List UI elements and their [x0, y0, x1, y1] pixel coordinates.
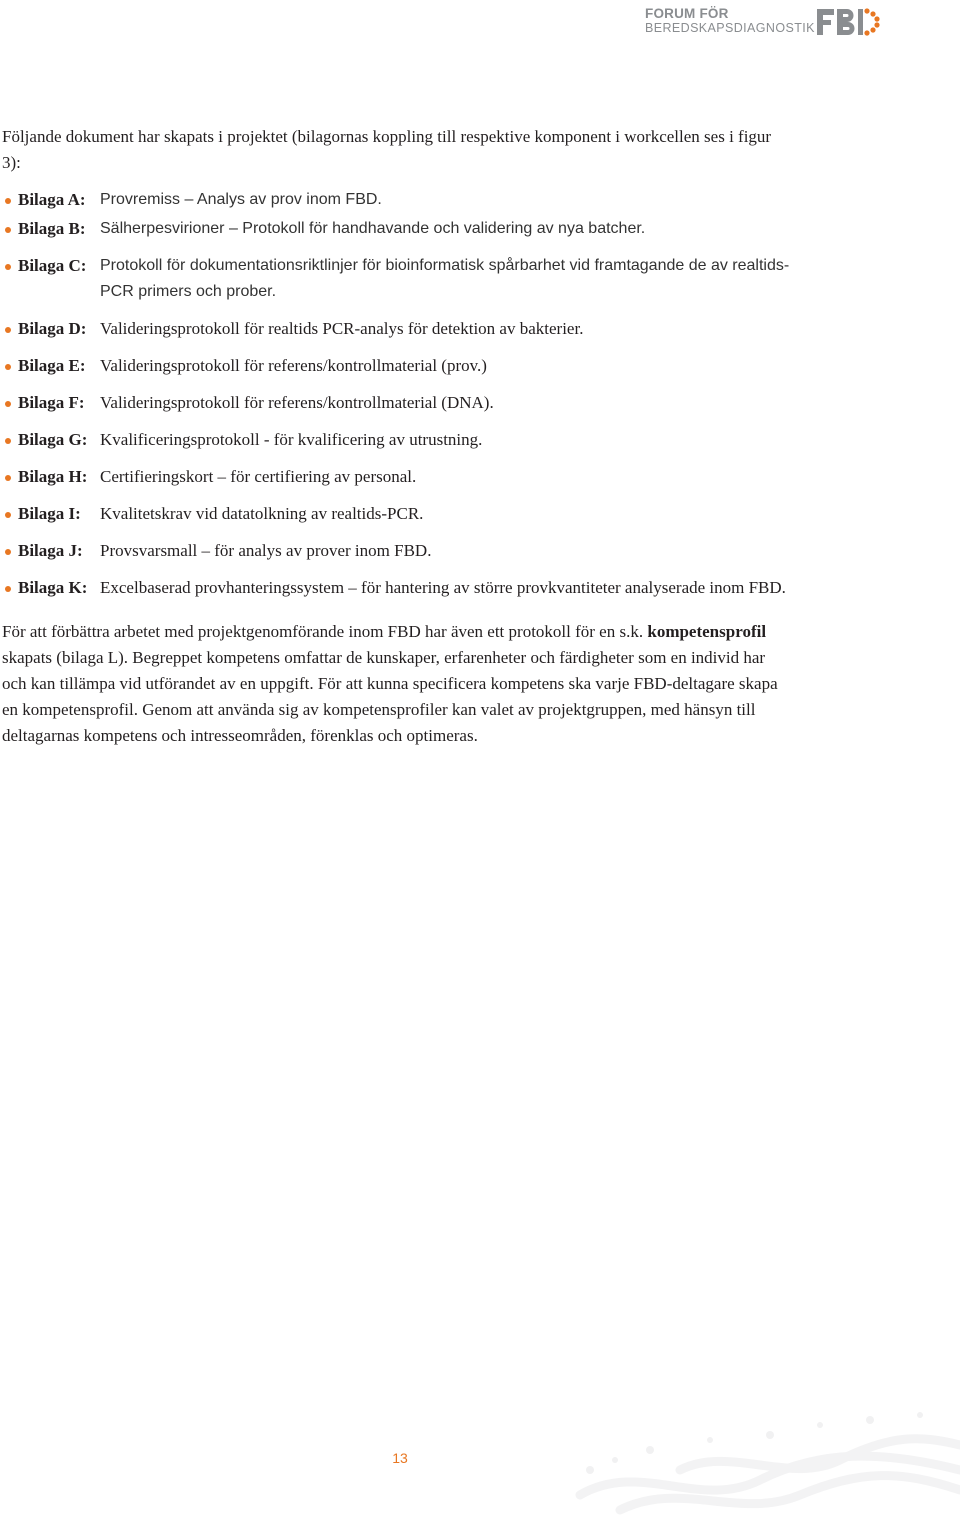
- annex-list: [2, 187, 792, 601]
- paragraph-bold-term: kompetensprofil: [647, 622, 767, 641]
- annex-label: Bilaga E:: [18, 356, 86, 375]
- paragraph-text-1: För att förbättra arbetet med projektgenomförande inom FBD har även ett protokoll för en s.k.: [2, 622, 648, 641]
- competence-paragraph: [2, 619, 787, 749]
- bullet-icon: [5, 549, 11, 555]
- list-item: [2, 353, 792, 379]
- annex-description: Excelbaserad provhanteringssystem – för hantering av större provkvantiteter analyserade inom FBD.: [100, 578, 786, 597]
- annex-label: Bilaga D:: [18, 319, 87, 338]
- annex-description: Valideringsprotokoll för realtids PCR-analys för detektion av bakterier.: [100, 319, 584, 338]
- annex-label: Bilaga J:: [18, 541, 83, 560]
- list-item: [2, 575, 792, 601]
- annex-description: Kvalitetskrav vid datatolkning av realtids-PCR.: [100, 504, 424, 523]
- list-item: [2, 464, 792, 490]
- annex-description: Provsvarsmall – för analys av prover inom FBD.: [100, 541, 432, 560]
- annex-label: Bilaga G:: [18, 430, 88, 449]
- list-item: [2, 501, 792, 527]
- intro-paragraph: Följande dokument har skapats i projektet (bilagornas koppling till respektive komponent i workcellen ses i figur 3):: [2, 127, 772, 172]
- fbd-logo: [645, 6, 945, 40]
- bullet-icon: [5, 198, 11, 204]
- logo-text: [645, 6, 815, 36]
- annex-description: Sälherpesvirioner – Protokoll för handhavande och validering av nya batcher.: [100, 220, 646, 237]
- bullet-icon: [5, 438, 11, 444]
- bullet-icon: [5, 586, 11, 592]
- annex-label: Bilaga A:: [18, 190, 86, 209]
- annex-label: Bilaga B:: [18, 219, 86, 238]
- fbd-logo-mark-icon: [815, 6, 885, 38]
- annex-description: Provremiss – Analys av prov inom FBD.: [100, 191, 382, 208]
- bullet-icon: [5, 401, 11, 407]
- annex-description: Valideringsprotokoll för referens/kontrollmaterial (DNA).: [100, 393, 494, 412]
- bullet-icon: [5, 364, 11, 370]
- list-item: [2, 253, 792, 305]
- annex-label: Bilaga H:: [18, 467, 88, 486]
- list-item: [2, 316, 792, 342]
- bullet-icon: [5, 264, 11, 270]
- bullet-icon: [5, 327, 11, 333]
- logo-line-2: BEREDSKAPSDIAGNOSTIK: [645, 21, 815, 35]
- annex-description: Certifieringskort – för certifiering av personal.: [100, 467, 417, 486]
- annex-label: Bilaga F:: [18, 393, 85, 412]
- bullet-icon: [5, 475, 11, 481]
- bullet-icon: [5, 512, 11, 518]
- annex-label: Bilaga C:: [18, 256, 87, 275]
- bullet-icon: [5, 227, 11, 233]
- document-body: [2, 124, 792, 749]
- annex-description: Protokoll för dokumentationsriktlinjer för bioinformatisk spårbarhet vid framtagande de av realtids-PCR primers och prober.: [100, 257, 790, 300]
- annex-description: Kvalificeringsprotokoll - för kvalificering av utrustning.: [100, 430, 483, 449]
- page-number: 13: [392, 1450, 408, 1466]
- annex-label: Bilaga K:: [18, 578, 88, 597]
- list-item: [2, 390, 792, 416]
- logo-line-1: FORUM FÖR: [645, 6, 729, 21]
- list-item: [2, 216, 792, 242]
- paragraph-text-2: skapats (bilaga L). Begreppet kompetens omfattar de kunskaper, erfarenheter och färdigheter som en individ har och kan tillämpa vid utförandet av en uppgift. För att kunna specificera kompetens ska varje FBD-deltagare skapa en kompetensprofil. Genom att använda sig av kompetensprofiler kan valet av projektgruppen, med hänsyn till deltagarnas kompetens och intresseområden, förenklas och optimeras.: [2, 648, 778, 745]
- annex-label: Bilaga I:: [18, 504, 81, 523]
- list-item: [2, 538, 792, 564]
- list-item: [2, 427, 792, 453]
- annex-description: Valideringsprotokoll för referens/kontrollmaterial (prov.): [100, 356, 487, 375]
- list-item: [2, 187, 792, 213]
